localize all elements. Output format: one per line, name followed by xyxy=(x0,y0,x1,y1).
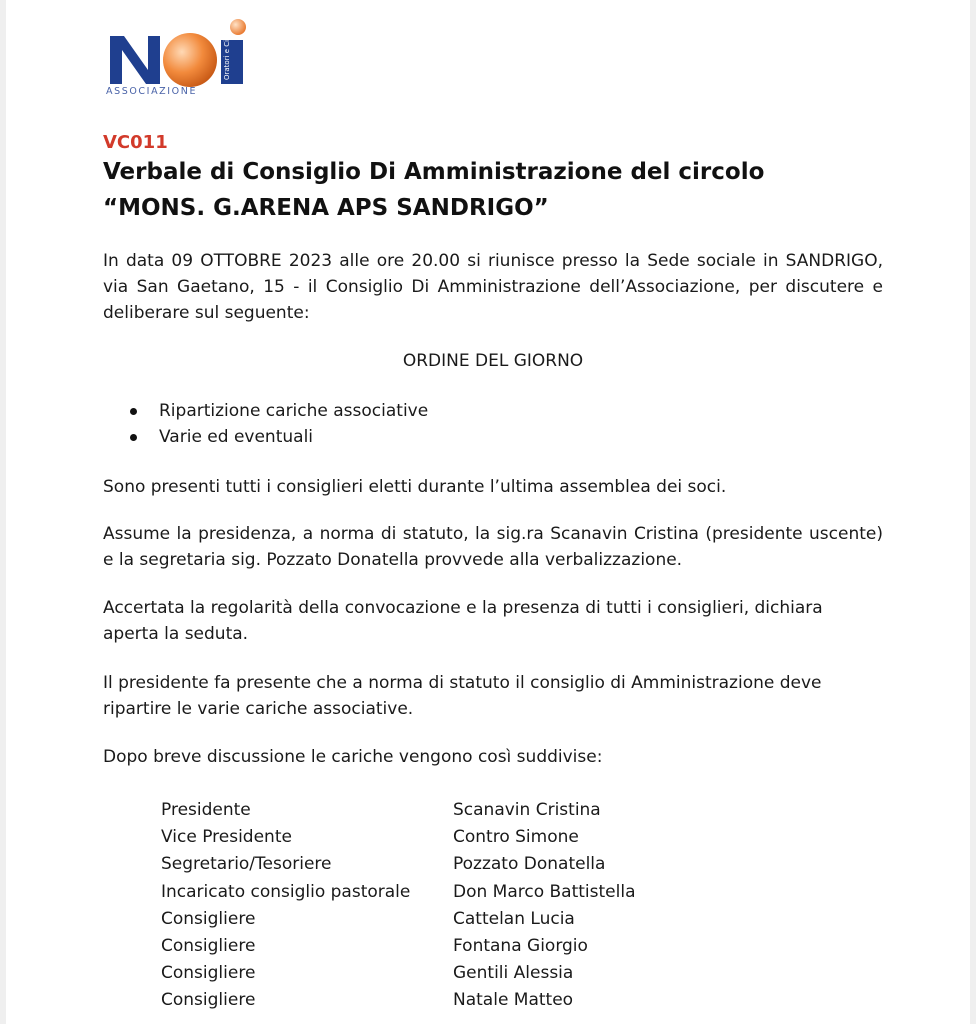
intro-paragraph: In data 09 OTTOBRE 2023 alle ore 20.00 si riunisce presso la Sede sociale in SANDRIGO, via San Gaetano, 15 - il Consiglio Di Amministrazione dell’Associazione, per discutere e deliberare sul seguente: xyxy=(103,251,883,323)
role-label: Consigliere xyxy=(161,963,256,984)
member-name: Cattelan Lucia xyxy=(453,908,575,929)
agenda-list xyxy=(130,398,428,450)
verification-paragraph: Accertata la regolarità della convocazione e la presenza di tutti i consiglieri, dichiara aperta la seduta. xyxy=(103,598,823,644)
agenda-item: Varie ed eventuali xyxy=(130,424,428,450)
member-name: Pozzato Donatella xyxy=(453,854,606,875)
svg-text:ASSOCIAZIONE: ASSOCIAZIONE xyxy=(106,86,198,96)
bullet-icon xyxy=(130,408,137,415)
role-label: Consigliere xyxy=(161,908,256,929)
table-row xyxy=(161,851,636,878)
table-row xyxy=(161,960,636,987)
table-row xyxy=(161,879,636,906)
document-page xyxy=(6,0,970,1024)
noi-associazione-logo xyxy=(104,18,254,96)
member-name: Fontana Giorgio xyxy=(453,936,588,957)
role-label: Incaricato consiglio pastorale xyxy=(161,881,411,902)
table-row xyxy=(161,824,636,851)
role-label: Segretario/Tesoriere xyxy=(161,854,332,875)
discussion-paragraph: Dopo breve discussione le cariche vengono così suddivise: xyxy=(103,747,603,767)
presence-paragraph: Sono presenti tutti i consiglieri eletti durante l’ultima assemblea dei soci. xyxy=(103,477,727,497)
table-row xyxy=(161,906,636,933)
role-label: Vice Presidente xyxy=(161,827,292,848)
presidency-paragraph: Assume la presidenza, a norma di statuto, la sig.ra Scanavin Cristina (presidente uscente) e la segretaria sig. Pozzato Donatella provvede alla verbalizzazione. xyxy=(103,524,883,570)
role-label: Presidente xyxy=(161,800,251,820)
member-name: Don Marco Battistella xyxy=(453,881,636,902)
document-title: Verbale di Consiglio Di Amministrazione del circolo xyxy=(103,159,765,185)
table-row xyxy=(161,987,636,1014)
agenda-heading: ORDINE DEL GIORNO xyxy=(402,351,584,371)
table-row xyxy=(161,797,636,824)
member-name: Natale Matteo xyxy=(453,990,574,1011)
bullet-icon xyxy=(130,434,137,441)
member-name: Contro Simone xyxy=(453,827,579,848)
document-code: VC011 xyxy=(103,132,168,153)
svg-text:Oratori e Circoli: Oratori e Circoli xyxy=(223,25,231,80)
roles-table xyxy=(161,797,636,1015)
role-label: Consigliere xyxy=(161,936,256,957)
member-name: Scanavin Cristina xyxy=(453,800,601,820)
association-name: “MONS. G.ARENA APS SANDRIGO” xyxy=(103,195,549,221)
agenda-item: Ripartizione cariche associative xyxy=(130,398,428,424)
table-row xyxy=(161,933,636,960)
role-label: Consigliere xyxy=(161,990,256,1011)
president-note-paragraph: Il presidente fa presente che a norma di statuto il consiglio di Amministrazione deve ripartire le varie cariche associative. xyxy=(103,673,822,719)
member-name: Gentili Alessia xyxy=(453,963,574,984)
